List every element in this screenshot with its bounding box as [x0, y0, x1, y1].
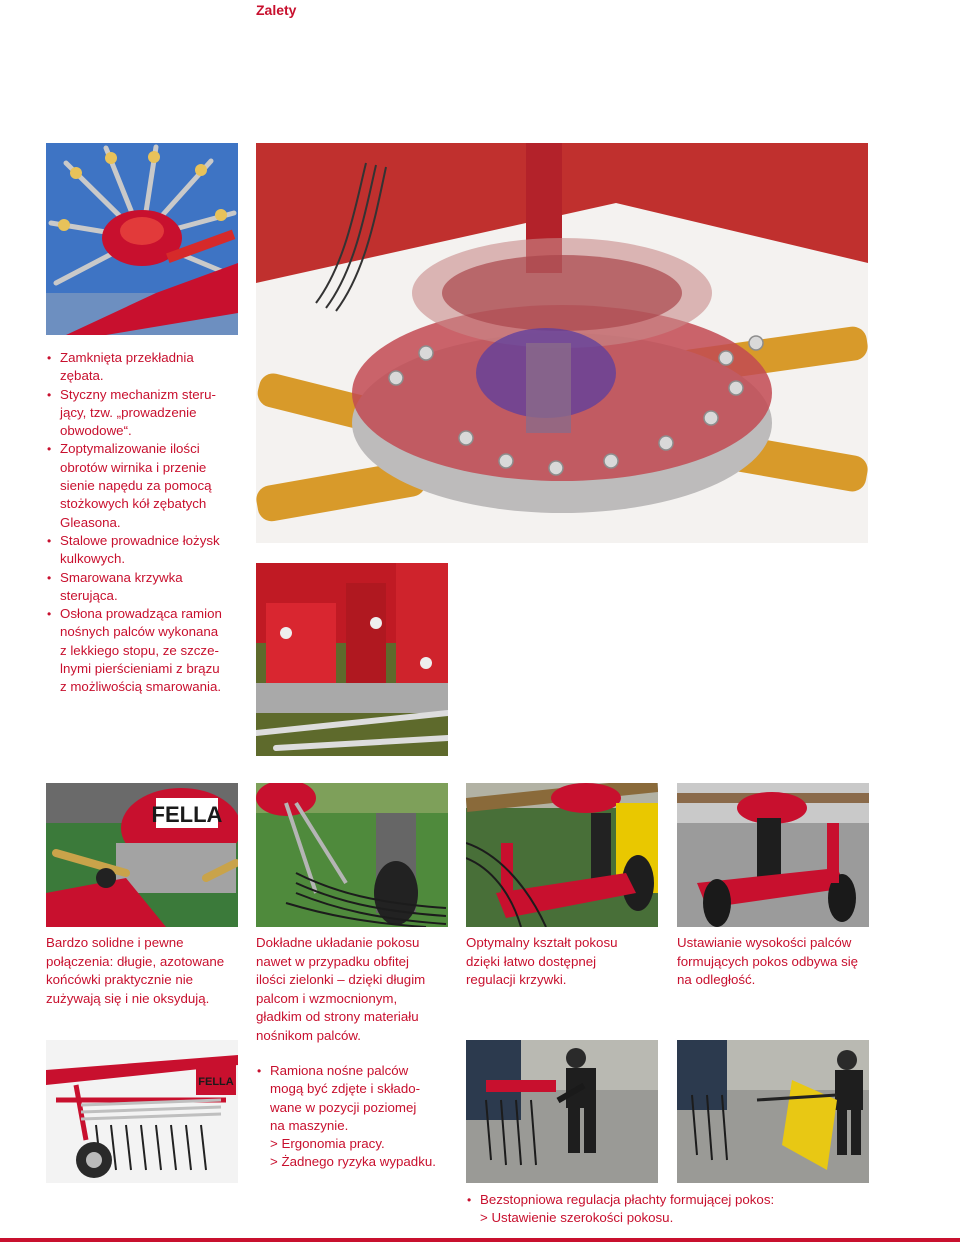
tine-raking-photo: [256, 783, 448, 927]
brand-label-small: FELLA: [198, 1076, 234, 1088]
tine-height-photo: [677, 783, 869, 927]
feature-item: • Zoptymalizowanie ilości obrotów wirnika i przenie sienie napędu za pomocą stożkowych kół zębatych Gleasona.: [46, 440, 246, 531]
swath-curtain-photo-1: [466, 1040, 658, 1183]
feature-item: • Osłona prowadząca ramion nośnych palców wykonana z lekkiego stopu, ze szcze- lnymi pierścieniami z brązu z możliwością smarowania.: [46, 605, 246, 696]
gearbox-cutaway-image: [256, 143, 868, 543]
bottom-divider: [0, 1238, 960, 1242]
folded-arms-photo: [46, 1040, 238, 1183]
caption-swath-laying: Dokładne układanie pokosu nawet w przypadku obfitej ilości zielonki – dzięki długim palcom i wzmocnionym, gładkim od strony materiału nośnikom palców.: [256, 935, 426, 1043]
page-heading: Zalety: [256, 2, 297, 18]
arms-notes-list: [256, 1062, 461, 1172]
caption-cam-adjustment: Optymalny kształt pokosu dzięki łatwo dostępnej regulacji krzywki.: [466, 935, 618, 987]
rotor-housing-photo: [256, 563, 448, 756]
feature-item: • Styczny mechanizm steru- jący, tzw. „prowadzenie obwodowe“.: [46, 386, 246, 441]
caption-tine-connections: Bardzo solidne i pewne połączenia: długie, azotowane końcówki praktycznie nie zużywają się i nie oksydują.: [46, 935, 225, 1006]
feature-item: • Smarowana krzywka sterująca.: [46, 569, 246, 606]
feature-item: • Stalowe prowadnice łożysk kulkowych.: [46, 532, 246, 569]
rotor-arms-photo: [46, 143, 238, 335]
arms-note-item: • Ramiona nośne palców mogą być zdjęte i składo- wane w pozycji poziomej na maszynie. > Ergonomia pracy. > Żadnego ryzyka wypadku.: [256, 1062, 461, 1172]
features-list: [46, 349, 246, 697]
cam-adjustment-photo: [466, 783, 658, 927]
swath-note-item: • Bezstopniowa regulacja płachty formującej pokos: > Ustawienie szerokości pokosu.: [466, 1191, 886, 1228]
swath-notes-list: [466, 1191, 886, 1228]
caption-tine-height: Ustawianie wysokości palców formujących pokos odbywa się na odległość.: [677, 935, 859, 987]
brand-label: FELLA: [151, 802, 223, 827]
tine-connection-photo: [46, 783, 238, 927]
feature-item: • Zamknięta przekładnia zębata.: [46, 349, 246, 386]
swath-curtain-photo-2: [677, 1040, 869, 1183]
